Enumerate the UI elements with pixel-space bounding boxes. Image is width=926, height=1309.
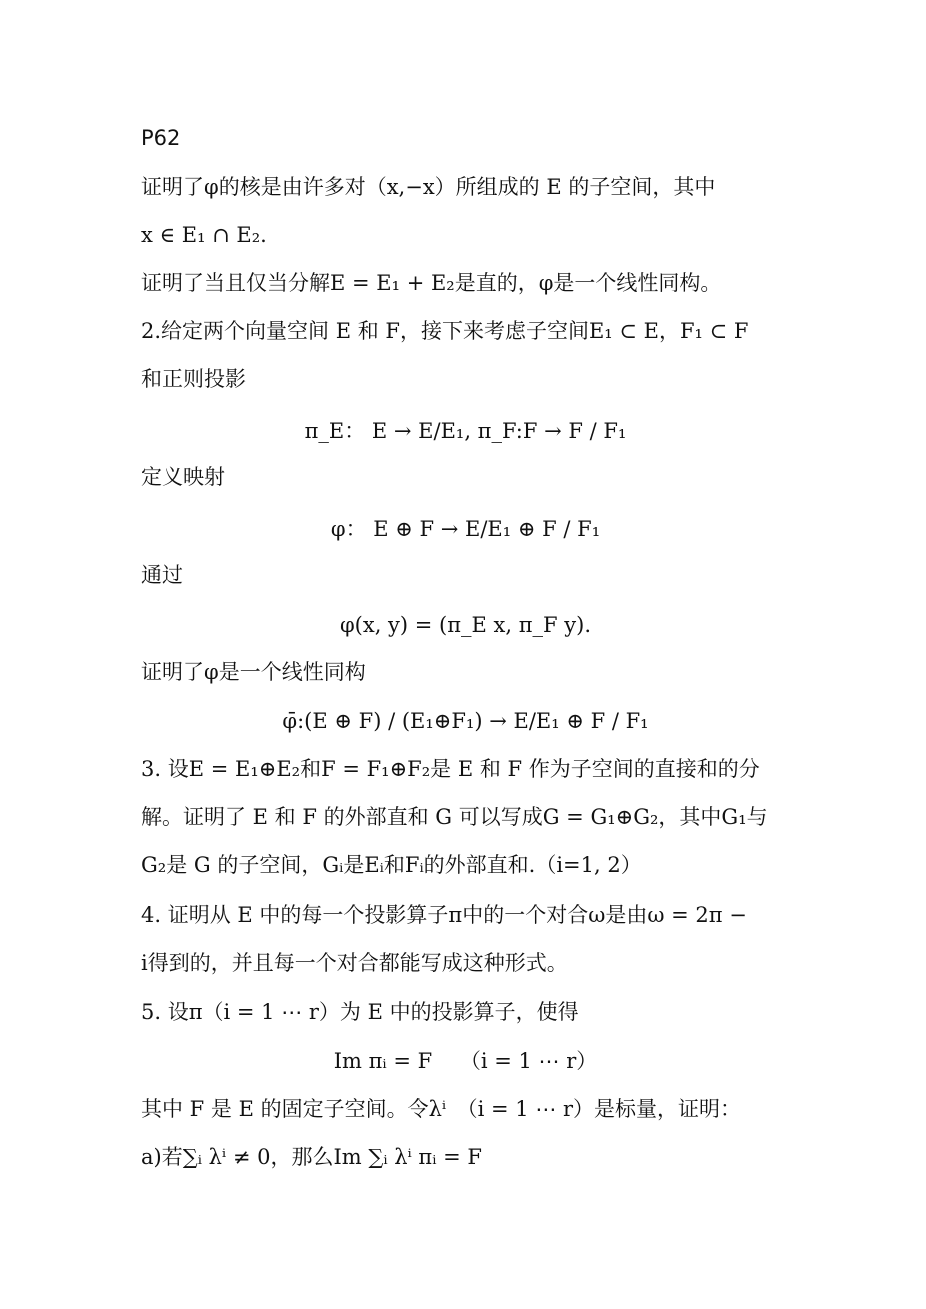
text-line-9: 通过 [141, 563, 183, 587]
formula-projection: π_E： E → E/E₁, π_F:F → F / F₁ [304, 419, 627, 443]
text-line-3: 证明了当且仅当分解E = E₁ + E₂是直的，φ是一个线性同构。 [141, 271, 722, 295]
text-line-21: a)若∑ᵢ λⁱ ≠ 0，那么Im ∑ᵢ λⁱ πᵢ = F [141, 1145, 482, 1169]
text-line-16: 4. 证明从 E 中的每一个投影算子π中的一个对合ω是由ω = 2π − [141, 903, 747, 927]
text-line-7: 定义映射 [141, 465, 225, 489]
text-line-4: 2.给定两个向量空间 E 和 F，接下来考虑子空间E₁ ⊂ E，F₁ ⊂ F [141, 319, 749, 343]
formula-definition: φ(x, y) = (π_E x, π_F y). [339, 613, 592, 637]
formula-map: φ： E ⊕ F → E/E₁ ⊕ F / F₁ [330, 517, 601, 541]
page-label: P62 [141, 126, 181, 150]
text-line-15: G₂是 G 的子空间，Gᵢ是Eᵢ和Fᵢ的外部直和.（i=1, 2） [141, 853, 642, 877]
text-line-13: 3. 设E = E₁⊕E₂和F = F₁⊕F₂是 E 和 F 作为子空间的直接和的分 [141, 757, 760, 781]
text-line-1: 证明了φ的核是由许多对（x,−x）所组成的 E 的子空间，其中 [141, 175, 716, 199]
formula-quotient-map: φ̄:(E ⊕ F) / (E₁⊕F₁) → E/E₁ ⊕ F / F₁ [282, 709, 649, 733]
text-line-5: 和正则投影 [141, 367, 246, 391]
text-line-20: 其中 F 是 E 的固定子空间。令λⁱ （i = 1 ⋯ r）是标量，证明： [141, 1097, 742, 1121]
text-line-18: 5. 设π（i = 1 ⋯ r）为 E 中的投影算子，使得 [141, 1000, 579, 1024]
text-line-14: 解。证明了 E 和 F 的外部直和 G 可以写成G = G₁⊕G₂，其中G₁与 [141, 805, 768, 829]
text-line-2: x ∈ E₁ ∩ E₂. [141, 223, 267, 247]
formula-image: Im πᵢ = F （i = 1 ⋯ r） [333, 1049, 598, 1073]
text-line-17: i得到的，并且每一个对合都能写成这种形式。 [141, 951, 568, 975]
text-line-11: 证明了φ是一个线性同构 [141, 660, 366, 684]
